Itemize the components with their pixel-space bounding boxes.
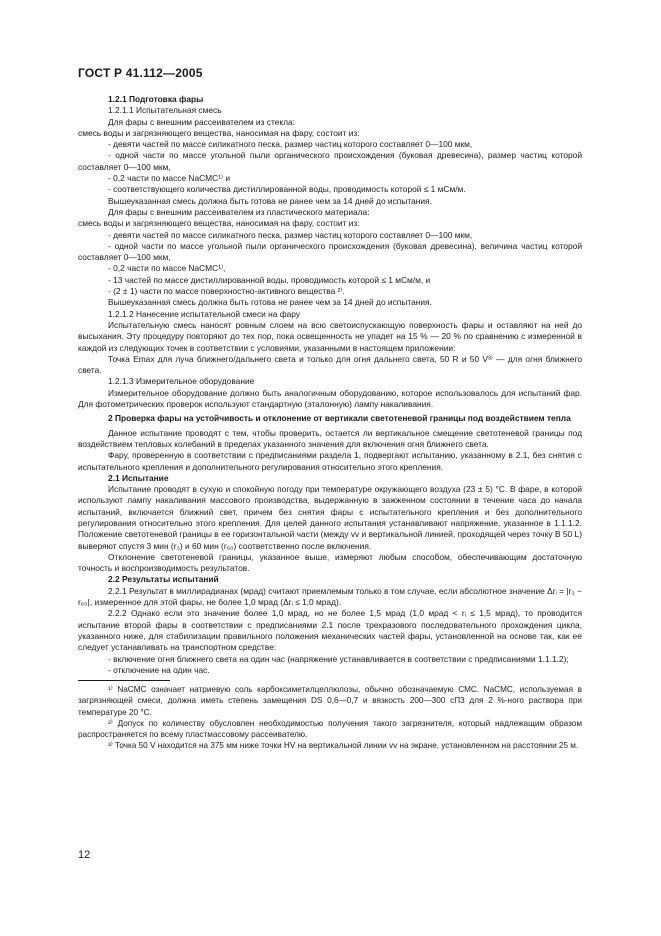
page-number: 12	[78, 849, 91, 861]
paragraph: Отклонение светотеневой границы, указанное выше, измеряют любым способом, обеспечивающим достаточную точность и воспроизводимость результатов.	[78, 551, 582, 574]
list-item: - одной части по массе угольной пыли органического происхождения (буковая древесина), величина частиц которой составляет 0—100 мкм,	[78, 240, 582, 263]
paragraph: Измерительное оборудование должно быть аналогичным оборудованию, которое использовалось для испытаний фар. Для фотометрических проверок используют стандартную (эталонную) лампу накаливания.	[78, 387, 582, 410]
section-1-2-1-3-title: 1.2.1.3 Измерительное оборудование	[108, 376, 255, 387]
paragraph: Испытательную смесь наносят ровным слоем на всю светоиспускающую поверхность фары и оставляют на ней до высыхания. Эту процедуру повторяют до тех пор, пока освещенность не упадет на 15 % — 20 % по сравнению с измеренной в каждой из следующих точек в соответствии с условиями, указанными в настоящем приложении:	[78, 319, 582, 353]
paragraph: Данное испытание проводят с тем, чтобы проверить, остается ли вертикальное смещение светотеневой границы под воздействием тепловых колебаний в пределах указанного значения для включения огня ближнего света.	[78, 427, 582, 449]
section-1-2-1-title: 1.2.1 Подготовка фары	[108, 94, 204, 104]
section-2-title: 2 Проверка фары на устойчивость и отклонение от вертикали светотеневой границы под воздействием тепла	[108, 413, 571, 424]
list-item: - (2 ± 1) части по массе поверхностно-активного вещества ²⁾.	[108, 286, 345, 297]
list-item: - девяти частей по массе силикатного песка, размер частиц которого составляет 0—100 мкм,	[108, 139, 473, 150]
paragraph: Точка Emax для луча ближнего/дальнего света и только для огня дальнего света, 50 R и 50 V³⁾ — для огня ближнего света.	[78, 353, 582, 376]
list-item: - одной части по массе угольной пыли органического происхождения (буковая древесина), размер частиц которой составляет 0—100 мкм,	[78, 150, 582, 172]
section-2-1-title: 2.1 Испытание	[108, 472, 169, 483]
list-item: - соответствующего количества дистиллированной воды, проводимость которой ≤ 1 мСм/м.	[108, 184, 466, 195]
document-header: ГОСТ Р 41.112—2005	[78, 66, 203, 80]
list-item: - 13 частей по массе дистиллированной воды, проводимость которой ≤ 1 мСм/м, и	[108, 274, 431, 285]
paragraph: 2.2.1 Результат в миллирадианах (мрад) считают приемлемым только в том случае, если абсолютное значение Δrᵢ = |r₃ − r₆₀|, измеренное для этой фары, не более 1,0 мрад (Δrᵢ ≤ 1,0 мрад).	[78, 585, 582, 608]
section-1-2-1-2-title: 1.2.1.2 Нанесение испытательной смеси на фару	[108, 308, 301, 319]
footnote-1: ¹⁾ NaCMC означает натриевую соль карбоксиметилцеллюлозы, обычно обозначаемую СМС. NaCMC, используемая в загрязняющей смеси, должна иметь степень замещения DS 0,6—0,7 и вязкость 200—300 сП3 для 2 %-ного раствора при температуре 20 °С.	[78, 685, 582, 717]
paragraph: Фару, проверенную в соответствии с предписаниями раздела 1, подвергают испытанию, указанному в 2.1, без снятия с испытательного крепления и дополнительного регулирования относительно этого крепления.	[78, 450, 582, 472]
paragraph: смесь воды и загрязняющего вещества, наносимая на фару, состоит из:	[78, 218, 360, 229]
paragraph: 2.2.2 Однако если это значение более 1,0 мрад, но не более 1,5 мрад (1,0 мрад < rᵢ ≤ 1,5 мрад), то проводится испытание второй фары в соответствии с предписаниями 2.1 после трехразового последовательного прохождения цикла, указанного ниже, для стабилизации правильного положения механических частей фары, установленной на основе так, как ее следует устанавливать на транспортном средстве:	[78, 608, 582, 653]
section-2-2-title: 2.2 Результаты испытаний	[108, 574, 219, 585]
list-item: - 0,2 части по массе NaCMC¹⁾ и	[108, 173, 231, 184]
paragraph: Для фары с внешним рассеивателем из стекла:	[108, 116, 295, 127]
list-item: - 0,2 части по массе NaCMC¹⁾,	[108, 263, 226, 274]
paragraph: смесь воды и загрязняющего вещества, наносимая на фару, состоит из:	[78, 127, 360, 138]
paragraph: Испытание проводят в сухую и спокойную погоду при температуре окружающего воздуха (23 ± 5) °С. В фаре, в которой используют лампу накаливания массового производства, выдержанную в зажженном состоянии в течение часа до начала испытаний, включается ближний свет, причем без снятия фары с испытательного крепления и без дополнительного регулирования относительно этого крепления. Для целей данного испытания устанавливают напряжение, указанное в 1.1.1.2. Положение светотеневой границы в ее горизонтальной части (между vv и вертикальной линией, проходящей через точку B 50 L) выверяют спустя 3 мин (r₃) и 60 мин (r₆₀) соответственно после включения.	[78, 484, 582, 551]
list-item: - отключение на один час.	[108, 664, 210, 675]
footnote-divider	[78, 680, 170, 681]
list-item: - включение огня ближнего света на один час (напряжение устанавливается в соответствии с предписаниями 1.1.1.2);	[108, 653, 569, 664]
paragraph: Вышеуказанная смесь должна быть готова не ранее чем за 14 дней до испытания.	[108, 195, 432, 206]
footnote-3: ³⁾ Точка 50 V находится на 375 мм ниже точки HV на вертикальной линии vv на экране, установленном на расстоянии 25 м.	[108, 741, 579, 751]
section-1-2-1-1-title: 1.2.1.1 Испытательная смесь	[108, 105, 222, 116]
paragraph: Для фары с внешним рассеивателем из пластического материала:	[108, 206, 370, 217]
footnote-2: ²⁾ Допуск по количеству обусловлен необходимостью получения такого загрязнителя, который надлежащим образом распространяется по всему пластмассовому рассеивателю.	[78, 718, 582, 739]
paragraph: Вышеуказанная смесь должна быть готова не ранее чем за 14 дней до испытания.	[108, 297, 432, 308]
list-item: - девяти частей по массе силикатного песка, размер частиц которого составляет 0—100 мкм,	[108, 229, 473, 240]
page-content	[78, 94, 582, 751]
